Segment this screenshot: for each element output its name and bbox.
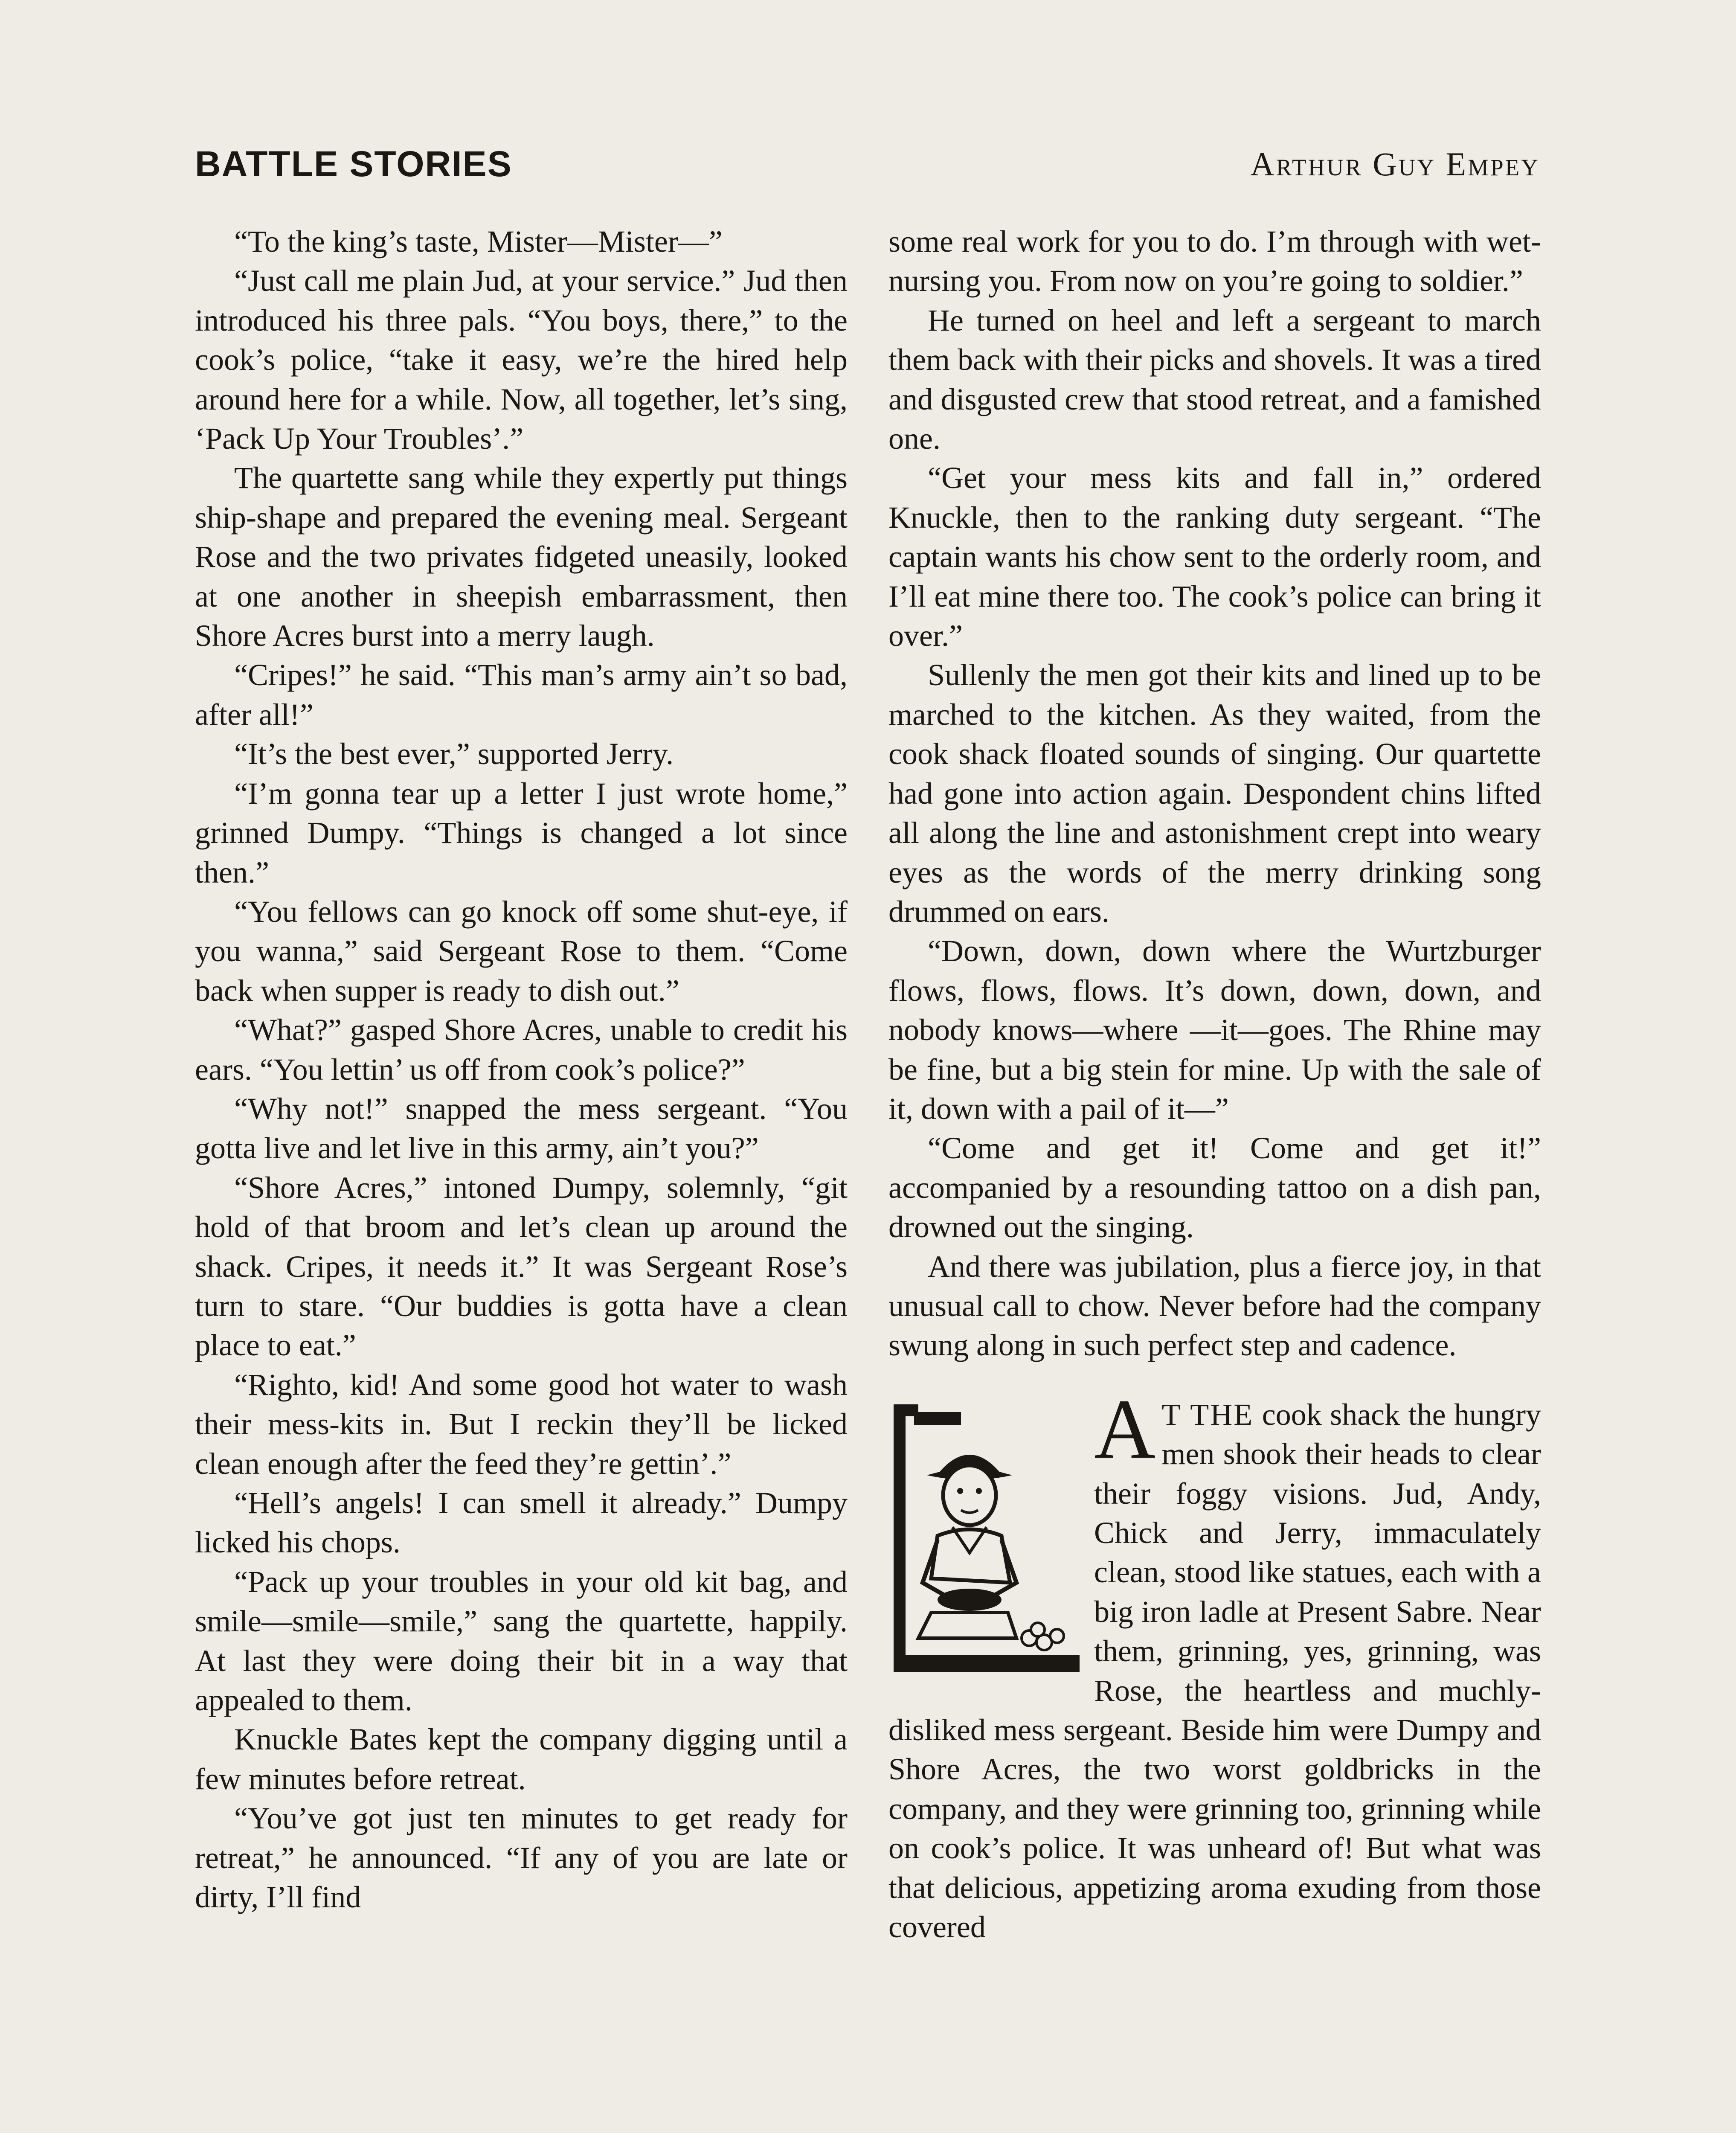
paragraph: “Come and get it! Come and get it!” accompanied by a resounding tattoo on a dish pan, drowned out the singing.: [888, 1131, 1541, 1244]
paragraph: “You’ve got just ten minutes to get ready for retreat,” he announced. “If any of you are late or dirty, I’ll find: [195, 1801, 848, 1915]
paragraph-continued: some real work for you to do. I’m through with wet-nursing you. From now on you’re going to soldier.”: [888, 224, 1541, 298]
paragraph: “Why not!” snapped the mess sergeant. “You gotta live and let live in this army, ain’t you?”: [195, 1091, 848, 1165]
cook-illustration-icon: [888, 1399, 1085, 1677]
right-column: [888, 222, 1541, 1947]
paragraph: “To the king’s taste, Mister—Mister—”: [234, 224, 723, 259]
running-head-title: BATTLE STORIES: [195, 144, 512, 184]
paragraph: The quartette sang while they expertly put things ship-shape and prepared the evening meal. Sergeant Rose and the two privates fidgeted uneasily, looked at one another in sheepish embarrassment, then Shore Acres burst into a merry laugh.: [195, 461, 848, 653]
left-column: [195, 222, 848, 1917]
paragraph: And there was jubilation, plus a fierce joy, in that unusual call to chow. Never before had the company swung along in such perfect step and cadence.: [888, 1249, 1541, 1363]
dropcap-body: cook shack the hungry men shook their heads to clear their foggy visions. Jud, Andy, Chick and Jerry, immaculately clean, stood like statues, each with a big iron ladle at Present Sabre. Near them, grinning, yes, grinning, was Rose, the heartless and muchly-disliked mess sergeant. Beside him were Dumpy and Shore Acres, the two worst goldbricks in the company, and they were grinning too, grinning while on cook’s police. It was unheard of! But what was that delicious, appetizing aroma exuding from those covered: [888, 1397, 1541, 1944]
paragraph: “What?” gasped Shore Acres, unable to credit his ears. “You lettin’ us off from cook’s police?”: [195, 1013, 848, 1087]
paragraph: “It’s the best ever,” supported Jerry.: [234, 737, 674, 771]
paragraph: Sullenly the men got their kits and lined up to be marched to the kitchen. As they waited, from the cook shack floated sounds of singing. Our quartette had gone into action again. Despondent chins lifted all along the line and astonishment crept into weary eyes as the words of the merry drinking song drummed on ears.: [888, 658, 1541, 929]
paragraph: “Hell’s angels! I can smell it already.” Dumpy licked his chops.: [195, 1486, 848, 1560]
paragraph: “Get your mess kits and fall in,” ordered Knuckle, then to the ranking duty sergeant. “The captain wants his chow sent to the orderly room, and I’ll eat mine there too. The cook’s police can bring it over.”: [888, 461, 1541, 653]
paragraph: “Righto, kid! And some good hot water to wash their mess-kits in. But I reckin they’ll be licked clean enough after the feed they’re gettin’.”: [195, 1367, 848, 1481]
paragraph: “Shore Acres,” intoned Dumpy, solemnly, “git hold of that broom and let’s clean up around the shack. Cripes, it needs it.” It was Sergeant Rose’s turn to stare. “Our buddies is gotta have a clean place to eat.”: [195, 1170, 848, 1363]
dropcap-letter: A: [1094, 1382, 1156, 1476]
dropcap-lead: T THE: [1161, 1397, 1254, 1432]
section-break: [888, 1365, 1541, 1395]
running-head-author: Arthur Guy Empey: [1250, 145, 1540, 183]
paragraph: “Cripes!” he said. “This man’s army ain’t so bad, after all!”: [195, 658, 848, 732]
paragraph: He turned on heel and left a sergeant to march them back with their picks and shovels. It was a tired and disgusted crew that stood retreat, and a famished one.: [888, 303, 1541, 456]
paragraph: “Just call me plain Jud, at your service.” Jud then introduced his three pals. “You boys, there,” to the cook’s police, “take it easy, we’re the hired help around here for a while. Now, all together, let’s sing, ‘Pack Up Your Troubles’.”: [195, 264, 848, 456]
dropcap-illustration: [888, 1399, 1085, 1677]
paragraph: “Down, down, down where the Wurtzburger flows, flows, flows. It’s down, down, down, and nobody knows—where —it—goes. The Rhine may be fine, but a big stein for mine. Up with the sale of it, down with a pail of it—”: [888, 934, 1541, 1126]
paragraph: “Pack up your troubles in your old kit bag, and smile—smile—smile,” sang the quartette, happily. At last they were doing their bit in a way that appealed to them.: [195, 1564, 848, 1717]
paragraph: “You fellows can go knock off some shut-eye, if you wanna,” said Sergeant Rose to them. “Come back when supper is ready to dish out.”: [195, 894, 848, 1008]
paragraph: Knuckle Bates kept the company digging until a few minutes before retreat.: [195, 1722, 848, 1796]
paragraph: “I’m gonna tear up a letter I just wrote home,” grinned Dumpy. “Things is changed a lot since then.”: [195, 776, 848, 889]
dropcap-section: [888, 1382, 1541, 1947]
